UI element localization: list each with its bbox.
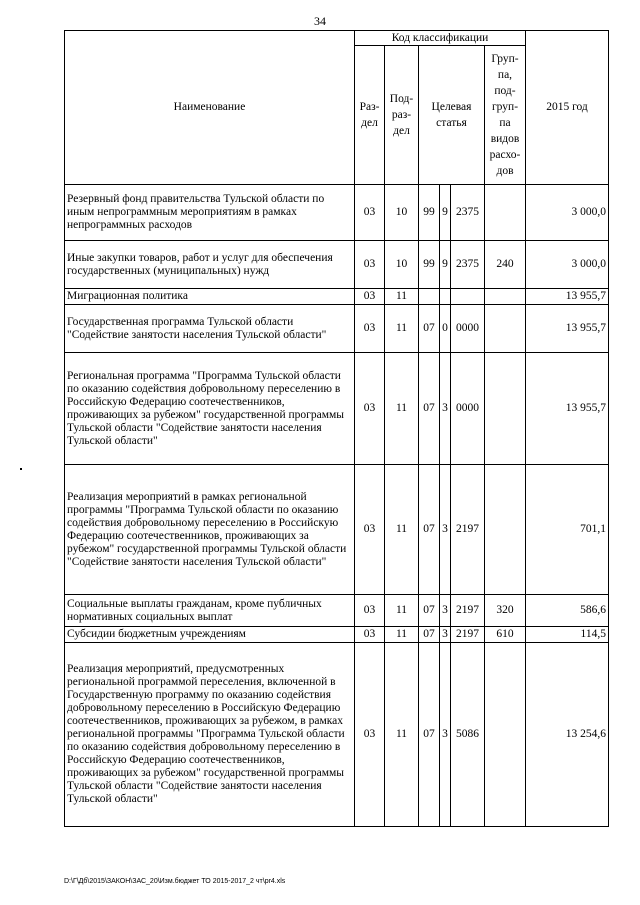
row-target-program: 07 (419, 643, 440, 827)
row-target-subprogram: 3 (440, 595, 451, 627)
row-amount: 586,6 (526, 595, 609, 627)
row-target-subprogram: 3 (440, 627, 451, 643)
row-target-program: 07 (419, 627, 440, 643)
row-name: Миграционная политика (65, 289, 355, 305)
row-name: Иные закупки товаров, работ и услуг для обеспечения государственных (муниципальных) нужд (65, 241, 355, 289)
row-amount: 13 955,7 (526, 305, 609, 353)
row-target-program: 99 (419, 185, 440, 241)
file-path-footer: D:\Г\Дб\2015\ЗАКОН\ЗАС_20\Изм.бюджет ТО 2015-2017_2 чт\pr4.xls (64, 878, 286, 885)
row-razdel: 03 (355, 643, 385, 827)
page-number: 34 (314, 14, 326, 28)
row-target-subprogram (440, 289, 451, 305)
row-expense-group: 320 (485, 595, 526, 627)
row-amount: 13 955,7 (526, 353, 609, 465)
row-expense-group (485, 465, 526, 595)
row-name: Реализация мероприятий, предусмотренных региональной программой переселения, включенной в Государственную программу по оказанию содействия добровольному переселению в Российскую Федерацию соотечественников, проживающих за рубежом, в рамках региональной программы "Программа Тульской области по оказанию содействия добровольному переселению в Российскую Федерацию соотечественников, проживающих за рубежом" государственной программы Тульской области "Содействие занятости населения Тульской области" (65, 643, 355, 827)
row-razdel: 03 (355, 595, 385, 627)
row-target-program: 07 (419, 305, 440, 353)
row-target-direction: 0000 (451, 305, 485, 353)
table-row (65, 643, 609, 827)
row-amount: 3 000,0 (526, 185, 609, 241)
row-razdel: 03 (355, 305, 385, 353)
header-classification: Код классификации (355, 31, 526, 46)
header-name: Наименование (65, 31, 355, 185)
row-target-direction: 2197 (451, 465, 485, 595)
table-body (65, 185, 609, 827)
row-target-direction: 2375 (451, 185, 485, 241)
table-row (65, 185, 609, 241)
row-target-subprogram: 3 (440, 465, 451, 595)
row-target-direction: 0000 (451, 353, 485, 465)
header-razdel: Раз- дел (355, 46, 385, 185)
row-podrazdel: 10 (385, 185, 419, 241)
row-target-program: 99 (419, 241, 440, 289)
row-expense-group: 610 (485, 627, 526, 643)
row-target-direction: 2197 (451, 627, 485, 643)
row-target-subprogram: 3 (440, 643, 451, 827)
row-amount: 3 000,0 (526, 241, 609, 289)
row-amount: 13 955,7 (526, 289, 609, 305)
budget-table (64, 30, 609, 827)
row-target-subprogram: 9 (440, 185, 451, 241)
row-target-program: 07 (419, 465, 440, 595)
table-row (65, 241, 609, 289)
row-name: Субсидии бюджетным учреждениям (65, 627, 355, 643)
row-podrazdel: 11 (385, 465, 419, 595)
table-row (65, 595, 609, 627)
row-razdel: 03 (355, 353, 385, 465)
header-podrazdel: Под- раз- дел (385, 46, 419, 185)
row-expense-group (485, 305, 526, 353)
header-target: Целевая статья (419, 46, 485, 185)
row-name: Государственная программа Тульской области "Содействие занятости населения Тульской области" (65, 305, 355, 353)
row-target-subprogram: 9 (440, 241, 451, 289)
row-name: Региональная программа "Программа Тульской области по оказанию содействия добровольному переселению в Российскую Федерацию соотечественников, проживающих за рубежом" государственной программы Тульской области "Содействие занятости населения Тульской области" (65, 353, 355, 465)
row-target-direction: 2375 (451, 241, 485, 289)
row-podrazdel: 10 (385, 241, 419, 289)
row-target-direction: 5086 (451, 643, 485, 827)
row-expense-group (485, 185, 526, 241)
row-amount: 114,5 (526, 627, 609, 643)
row-amount: 13 254,6 (526, 643, 609, 827)
row-podrazdel: 11 (385, 353, 419, 465)
header-year: 2015 год (526, 31, 609, 185)
row-expense-group (485, 353, 526, 465)
header-group: Груп- па, под- груп- па видов расхо- дов (485, 46, 526, 185)
row-target-direction: 2197 (451, 595, 485, 627)
row-podrazdel: 11 (385, 643, 419, 827)
row-razdel: 03 (355, 289, 385, 305)
row-target-direction (451, 289, 485, 305)
row-expense-group (485, 289, 526, 305)
table-row (65, 627, 609, 643)
row-razdel: 03 (355, 465, 385, 595)
margin-mark (20, 468, 22, 470)
row-target-program (419, 289, 440, 305)
row-name: Реализация мероприятий в рамках региональной программы "Программа Тульской области по оказанию содействия добровольному переселению в Российскую Федерацию соотечественников, проживающих за рубежом" государственной программы Тульской области "Содействие занятости населения Тульской области" (65, 465, 355, 595)
row-podrazdel: 11 (385, 289, 419, 305)
row-name: Резервный фонд правительства Тульской области по иным непрограммным мероприятиям в рамках непрограммных расходов (65, 185, 355, 241)
table-row (65, 465, 609, 595)
row-podrazdel: 11 (385, 595, 419, 627)
row-amount: 701,1 (526, 465, 609, 595)
row-razdel: 03 (355, 627, 385, 643)
table-row (65, 353, 609, 465)
row-podrazdel: 11 (385, 305, 419, 353)
row-name: Социальные выплаты гражданам, кроме публичных нормативных социальных выплат (65, 595, 355, 627)
table-row (65, 289, 609, 305)
table-row (65, 305, 609, 353)
row-target-subprogram: 3 (440, 353, 451, 465)
row-expense-group (485, 643, 526, 827)
row-target-subprogram: 0 (440, 305, 451, 353)
row-target-program: 07 (419, 595, 440, 627)
row-target-program: 07 (419, 353, 440, 465)
row-razdel: 03 (355, 241, 385, 289)
row-razdel: 03 (355, 185, 385, 241)
row-podrazdel: 11 (385, 627, 419, 643)
row-expense-group: 240 (485, 241, 526, 289)
